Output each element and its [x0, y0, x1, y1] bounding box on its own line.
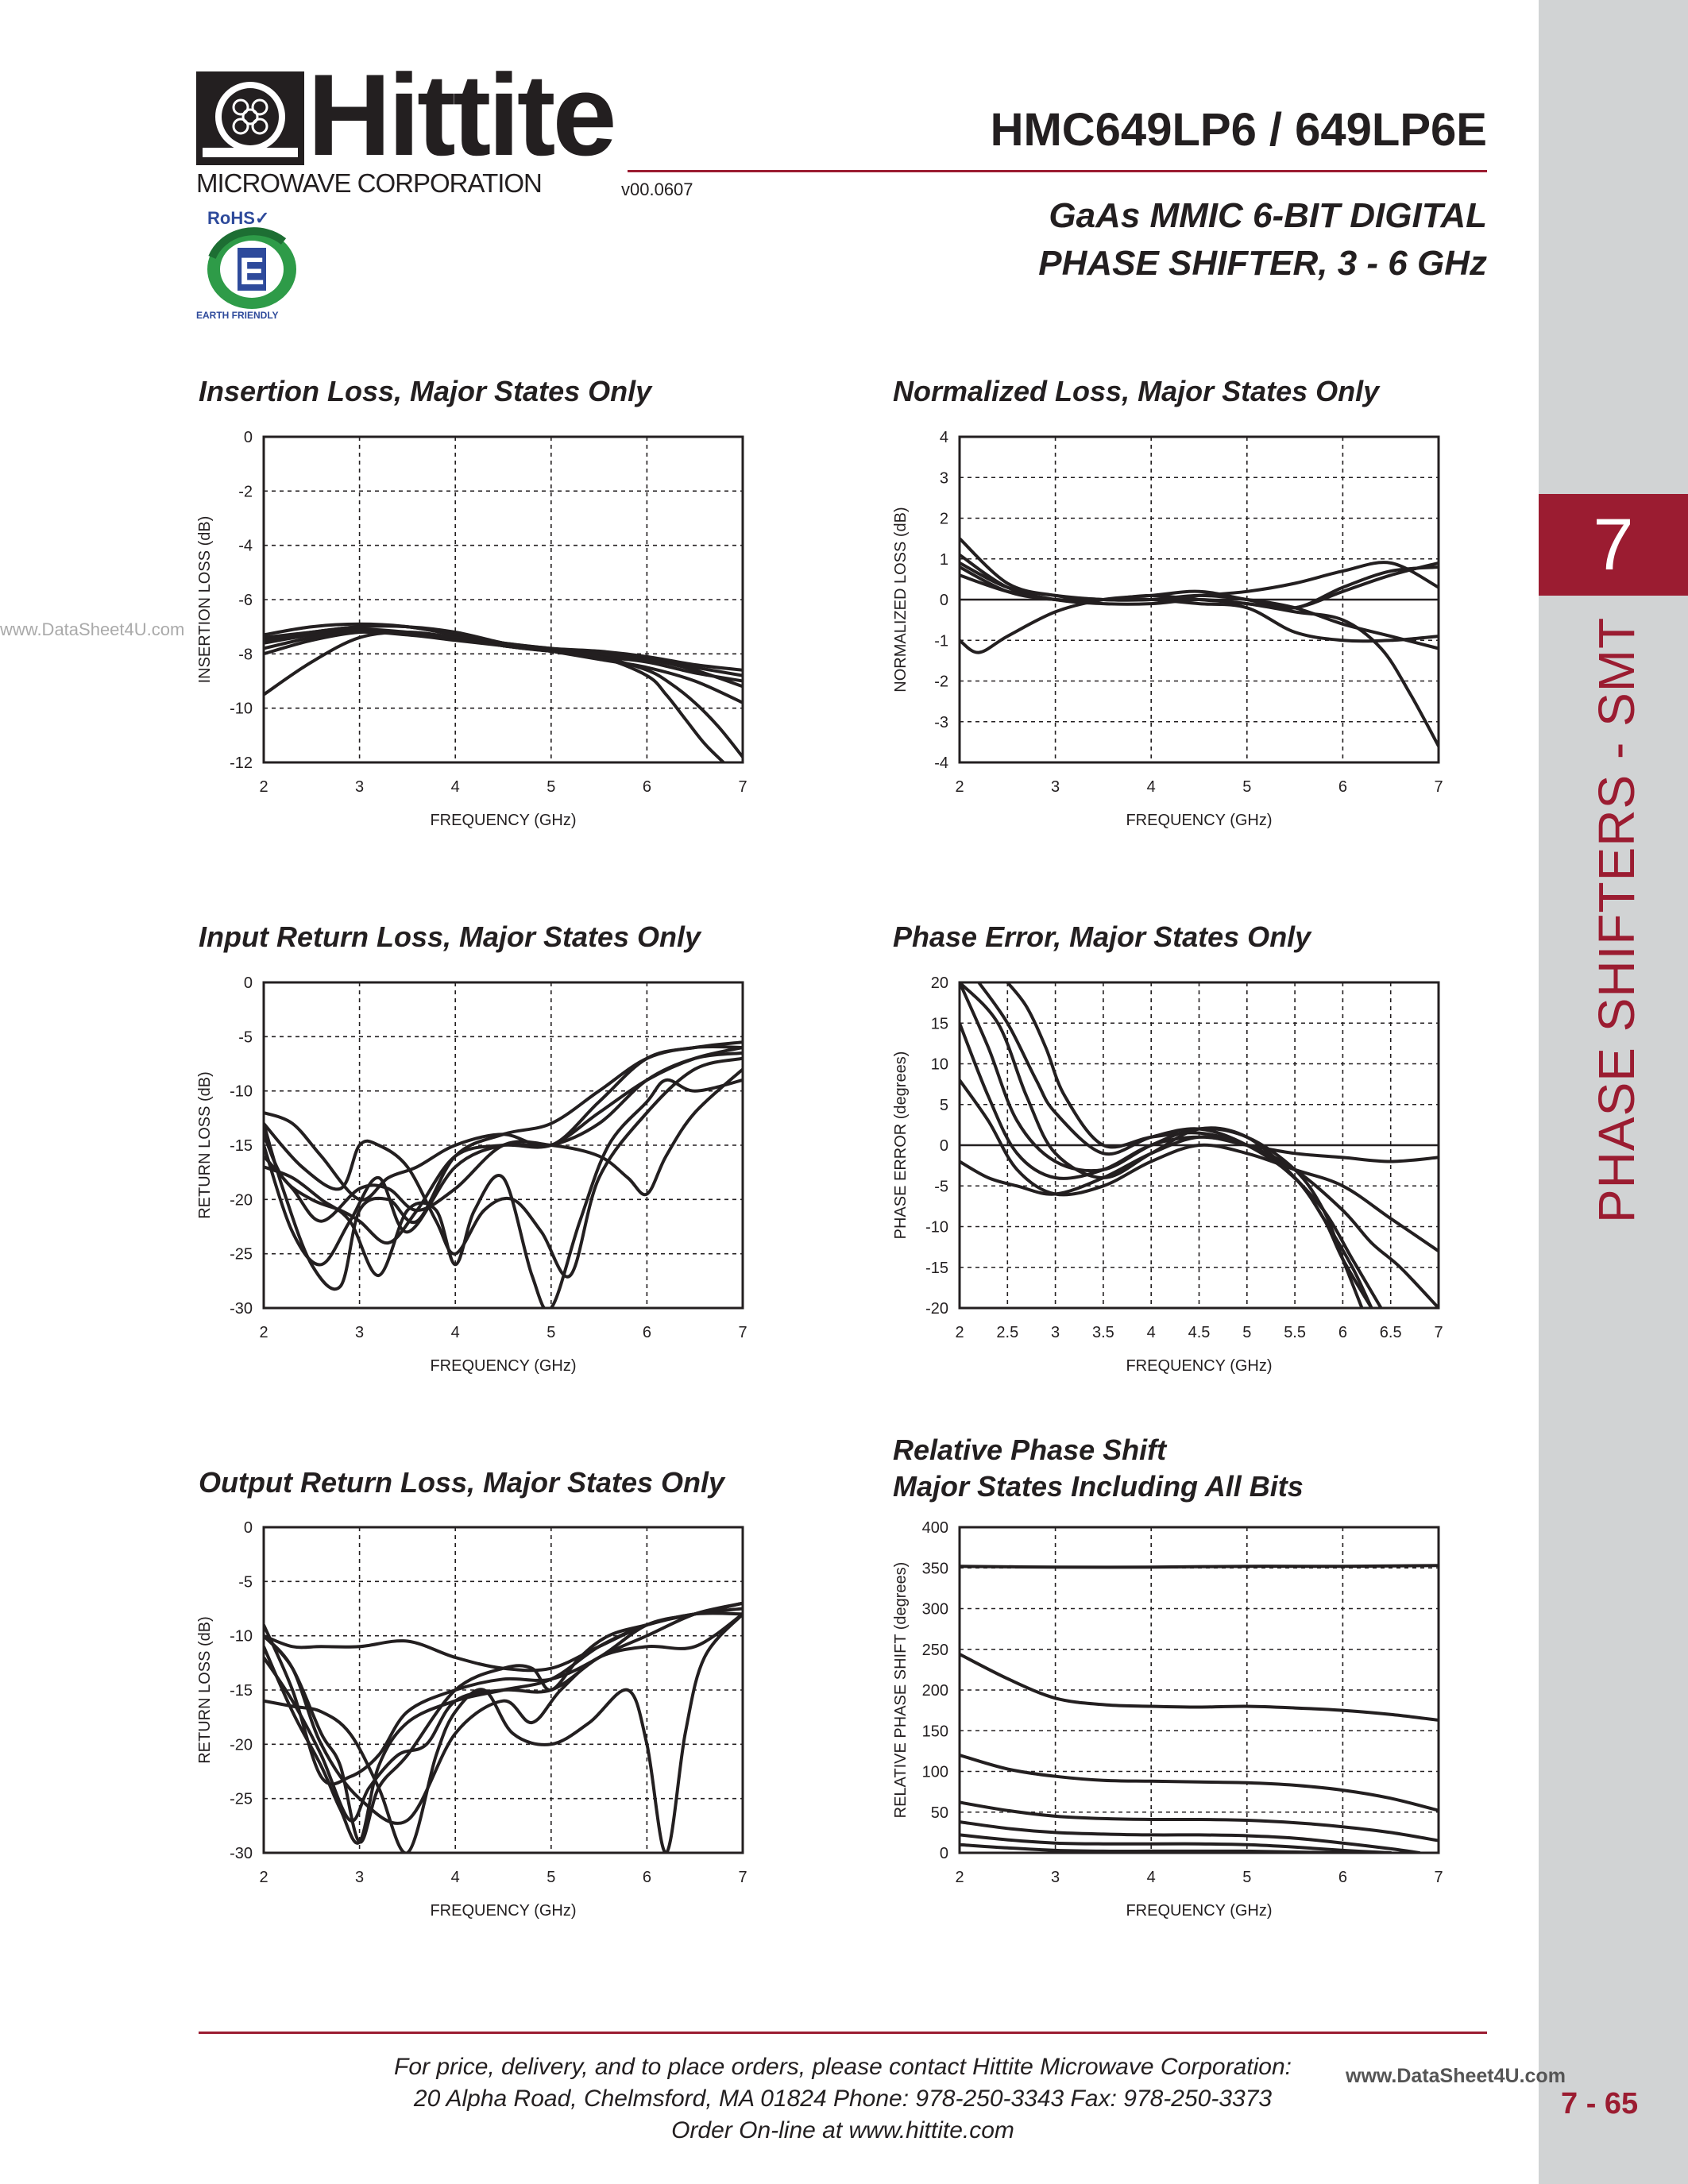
- x-axis-label: FREQUENCY (GHz): [430, 1357, 577, 1375]
- y-tick-label: -15: [230, 1137, 253, 1155]
- series-line-s3: [264, 1053, 743, 1265]
- y-tick-label: -20: [230, 1736, 253, 1754]
- x-tick-label: 6: [1338, 1324, 1347, 1341]
- subtitle-line-2: PHASE SHIFTER, 3 - 6 GHz: [1038, 244, 1487, 283]
- y-tick-label: -15: [230, 1682, 253, 1700]
- rohs-letter: E: [238, 251, 265, 293]
- series-line-s3: [960, 1755, 1439, 1811]
- logo-wordmark: Hittite: [307, 50, 614, 179]
- x-tick-label: 7: [738, 1324, 747, 1341]
- series-line-s2: [960, 1654, 1439, 1720]
- y-tick-label: -20: [925, 1300, 948, 1318]
- series-group: [264, 1603, 743, 1854]
- y-tick-label: -20: [230, 1191, 253, 1210]
- chart-title-output-return-loss: Output Return Loss, Major States Only: [199, 1466, 725, 1499]
- subtitle-line-1: GaAs MMIC 6-BIT DIGITAL: [1049, 196, 1487, 235]
- x-tick-label: 2: [955, 778, 964, 796]
- x-tick-label: 6: [1338, 1869, 1347, 1886]
- series-line-s6: [264, 632, 724, 762]
- y-tick-label: 100: [921, 1763, 948, 1781]
- series-line-s2: [264, 1047, 743, 1289]
- y-tick-label: -1: [934, 632, 948, 650]
- y-tick-label: 4: [939, 429, 948, 446]
- y-tick-label: -4: [934, 754, 948, 772]
- y-tick-label: 200: [921, 1682, 948, 1700]
- x-tick-label: 2: [955, 1324, 964, 1341]
- x-tick-label: 7: [1434, 1324, 1443, 1341]
- section-title-vertical: PHASE SHIFTERS - SMT: [1588, 616, 1645, 1223]
- x-tick-label: 6: [642, 1324, 651, 1341]
- series-line-s4: [264, 631, 743, 686]
- x-tick-label: 2: [259, 778, 268, 796]
- y-tick-label: 400: [921, 1519, 948, 1537]
- earth-friendly-label: EARTH FRIENDLY: [196, 310, 279, 321]
- x-tick-label: 7: [1434, 1869, 1443, 1886]
- y-tick-label: -8: [238, 646, 253, 664]
- y-tick-label: -25: [230, 1245, 253, 1264]
- y-tick-label: 5: [939, 1096, 948, 1114]
- rohs-label: RoHS✓: [207, 208, 270, 228]
- y-axis-label: INSERTION LOSS (dB): [196, 515, 214, 684]
- y-tick-label: -10: [230, 1082, 253, 1101]
- x-axis-label: FREQUENCY (GHz): [1126, 1902, 1273, 1920]
- x-tick-label: 2: [955, 1869, 964, 1886]
- chart-title-normalized-loss: Normalized Loss, Major States Only: [893, 375, 1380, 407]
- x-tick-label: 5: [1242, 778, 1252, 796]
- y-tick-label: 15: [930, 1015, 948, 1033]
- x-tick-label: 4: [450, 778, 460, 796]
- part-number: HMC649LP6 / 649LP6E: [990, 104, 1487, 156]
- series-line-s5: [960, 575, 1439, 746]
- x-tick-label: 3: [355, 1869, 365, 1886]
- y-axis-label: RETURN LOSS (dB): [196, 1616, 214, 1764]
- series-line-s6: [264, 1080, 743, 1310]
- y-tick-label: -6: [238, 592, 253, 609]
- x-tick-label: 3: [1051, 778, 1060, 796]
- x-tick-label: 4.5: [1188, 1324, 1211, 1341]
- x-axis-label: FREQUENCY (GHz): [1126, 812, 1273, 829]
- y-tick-label: 300: [921, 1600, 948, 1619]
- x-tick-label: 7: [1434, 778, 1443, 796]
- x-tick-label: 2: [259, 1324, 268, 1341]
- y-tick-label: 1: [939, 550, 948, 569]
- x-tick-label: 6: [642, 1869, 651, 1886]
- chart-title-insertion-loss: Insertion Loss, Major States Only: [199, 375, 652, 407]
- y-tick-label: -5: [238, 1028, 253, 1047]
- chart-il: [196, 429, 747, 829]
- series-group: [960, 538, 1439, 746]
- y-tick-label: 0: [243, 974, 253, 992]
- chart-rps: [892, 1519, 1443, 1920]
- x-tick-label: 5: [1242, 1869, 1252, 1886]
- y-tick-label: 10: [930, 1055, 948, 1074]
- series-group: [264, 624, 743, 762]
- x-tick-label: 3: [1051, 1324, 1060, 1341]
- footer-rule: [199, 2032, 1487, 2034]
- chart-title-phase-error: Phase Error, Major States Only: [893, 920, 1311, 953]
- x-tick-label: 4: [450, 1869, 460, 1886]
- x-tick-label: 6.5: [1379, 1324, 1402, 1341]
- chart-title-line-2: Major States Including All Bits: [893, 1470, 1304, 1503]
- y-axis-label: RELATIVE PHASE SHIFT (degrees): [892, 1561, 910, 1819]
- y-tick-label: 0: [243, 429, 253, 446]
- y-tick-label: 20: [930, 974, 948, 992]
- x-tick-label: 4: [450, 1324, 460, 1341]
- y-tick-label: -10: [230, 700, 253, 718]
- y-tick-label: -3: [934, 713, 948, 731]
- y-tick-label: 150: [921, 1723, 948, 1741]
- chart-title-line-1: Relative Phase Shift: [893, 1433, 1167, 1466]
- x-tick-label: 4: [1146, 778, 1156, 796]
- watermark-right: www.DataSheet4U.com: [1346, 2065, 1566, 2087]
- x-tick-label: 3.5: [1091, 1324, 1114, 1341]
- x-tick-label: 4: [1146, 1324, 1156, 1341]
- logo-subtitle: MICROWAVE CORPORATION: [196, 168, 542, 198]
- x-tick-label: 5: [1242, 1324, 1252, 1341]
- x-tick-label: 5.5: [1284, 1324, 1307, 1341]
- y-axis-label: PHASE ERROR (degrees): [892, 1051, 910, 1240]
- y-tick-label: 250: [921, 1641, 948, 1659]
- y-tick-label: 50: [930, 1804, 948, 1822]
- chart-irl: [196, 974, 747, 1375]
- page-number: 7 - 65: [1561, 2087, 1639, 2120]
- section-number-tab: 7: [1539, 494, 1688, 596]
- x-axis-label: FREQUENCY (GHz): [1126, 1357, 1273, 1375]
- x-axis-label: FREQUENCY (GHz): [430, 812, 577, 829]
- y-tick-label: 2: [939, 510, 948, 528]
- y-tick-label: -2: [934, 673, 948, 691]
- x-axis-label: FREQUENCY (GHz): [430, 1902, 577, 1920]
- watermark-left: www.DataSheet4U.com: [0, 619, 185, 639]
- footer-line-1: For price, delivery, and to place orders, please contact Hittite Microwave Corporation:: [394, 2054, 1292, 2080]
- y-tick-label: -30: [230, 1845, 253, 1862]
- x-tick-label: 5: [547, 1869, 556, 1886]
- x-tick-label: 3: [355, 778, 365, 796]
- y-tick-label: 350: [921, 1560, 948, 1578]
- y-tick-label: 3: [939, 469, 948, 488]
- x-tick-label: 6: [642, 778, 651, 796]
- y-tick-label: 0: [243, 1519, 253, 1537]
- x-tick-label: 3: [1051, 1869, 1060, 1886]
- y-tick-label: 0: [939, 1845, 948, 1862]
- x-tick-label: 3: [355, 1324, 365, 1341]
- series-line-s1: [960, 1565, 1439, 1567]
- y-tick-label: -10: [230, 1627, 253, 1646]
- x-tick-label: 7: [738, 778, 747, 796]
- chart-orl: [196, 1519, 747, 1920]
- y-tick-label: 0: [939, 1137, 948, 1155]
- y-tick-label: -25: [230, 1790, 253, 1808]
- y-tick-label: -5: [934, 1178, 948, 1196]
- footer-line-3: Order On-line at www.hittite.com: [671, 2117, 1014, 2143]
- chart-nl: [892, 429, 1443, 829]
- x-tick-label: 2.5: [996, 1324, 1019, 1341]
- y-tick-label: -30: [230, 1300, 253, 1318]
- y-tick-label: -2: [238, 483, 253, 501]
- series-group: [264, 1042, 743, 1310]
- y-tick-label: -15: [925, 1259, 948, 1277]
- series-line-s6: [264, 1614, 743, 1853]
- x-tick-label: 5: [547, 1324, 556, 1341]
- y-axis-label: NORMALIZED LOSS (dB): [892, 507, 910, 693]
- y-tick-label: -5: [238, 1573, 253, 1592]
- y-tick-label: -4: [238, 537, 253, 555]
- x-tick-label: 6: [1338, 778, 1347, 796]
- x-tick-label: 4: [1146, 1869, 1156, 1886]
- chart-title-input-return-loss: Input Return Loss, Major States Only: [199, 920, 701, 953]
- contact-footer: [199, 2051, 1487, 2147]
- x-tick-label: 2: [259, 1869, 268, 1886]
- chart-pe: [892, 974, 1443, 1375]
- y-tick-label: 0: [939, 592, 948, 609]
- footer-line-2: 20 Alpha Road, Chelmsford, MA 01824 Phone: 978-250-3343 Fax: 978-250-3373: [413, 2086, 1273, 2112]
- y-tick-label: -12: [230, 754, 253, 772]
- document-version: v00.0607: [621, 179, 693, 199]
- x-tick-label: 5: [547, 778, 556, 796]
- y-axis-label: RETURN LOSS (dB): [196, 1071, 214, 1219]
- x-tick-label: 7: [738, 1869, 747, 1886]
- y-tick-label: -10: [925, 1218, 948, 1237]
- series-line-s5: [264, 632, 743, 757]
